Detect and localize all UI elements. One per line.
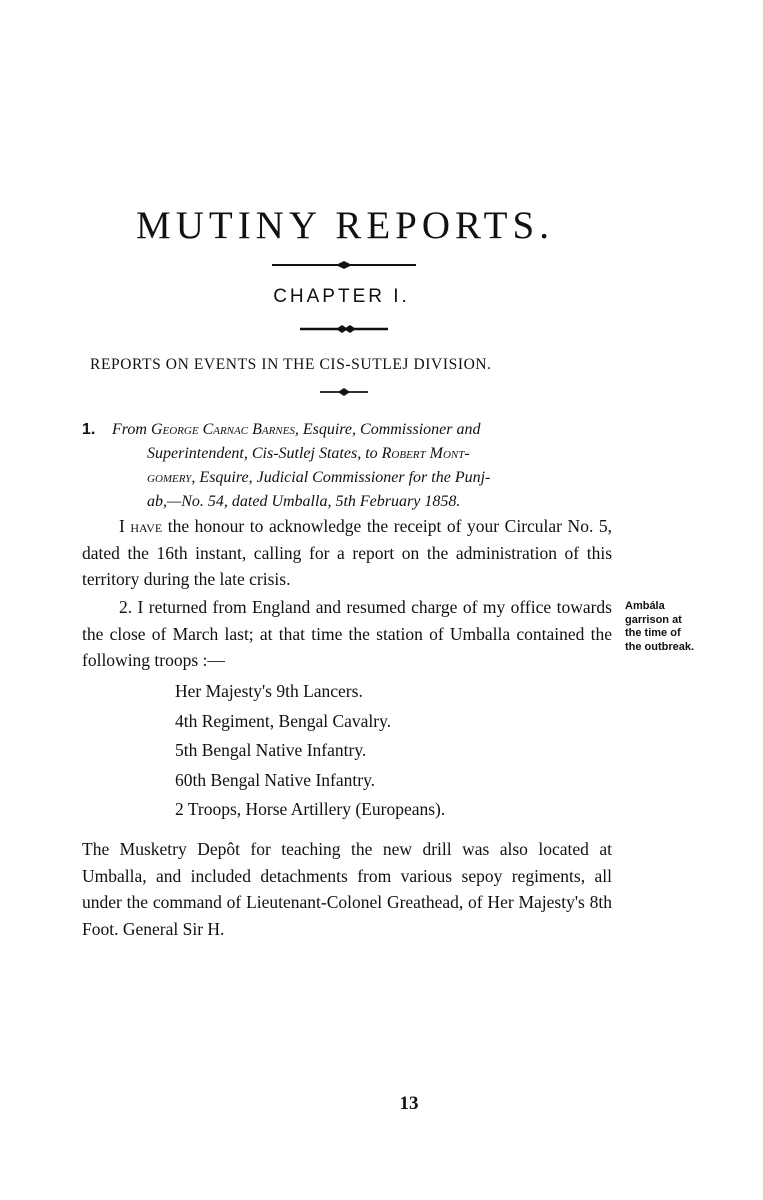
section-heading: REPORTS ON EVENTS IN THE CIS-SUTLEJ DIVISION. [90, 356, 492, 373]
letter-line1-text: From [112, 421, 151, 438]
section-ornament-rule [318, 386, 370, 398]
margin-note-line: the outbreak. [625, 640, 695, 653]
margin-note-line: the time of [625, 627, 681, 639]
letter-line3: gomery, Esquire, Judicial Commissioner for the Punj- [147, 469, 491, 486]
page-number: 13 [399, 1093, 419, 1114]
paragraph-3: The Musketry Depôt for teaching the new drill was also located at Umballa, and included detachments from various sepoy regiments, all under the command of Lieutenant-Colonel Greathead, of Her Majesty's 8th Foot. General Sir H. [82, 839, 612, 939]
chapter-ornament-rule [298, 322, 390, 336]
letter-author: George Carnac Barnes, [150, 421, 299, 438]
letter-line1-end: Esquire, Commissioner and [298, 421, 481, 438]
page-title: MUTINY REPORTS. [136, 204, 554, 247]
list-item: 4th Regiment, Bengal Cavalry. [175, 710, 392, 731]
margin-note-line: Ambála [625, 600, 665, 612]
list-item: 5th Bengal Native Infantry. [175, 740, 367, 760]
troops-list [175, 677, 595, 825]
letter-heading [82, 418, 617, 514]
chapter-heading: CHAPTER I. [273, 286, 410, 307]
letter-line2: Superintendent, Cis-Sutlej States, to Robert Mont- [147, 445, 470, 462]
paragraph-2: 2. I returned from England and resumed charge of my office towards the close of March last; at that time the station of Umballa contained the following troops :— [82, 597, 612, 670]
title-ornament-rule [270, 258, 418, 272]
paragraph-1-text: the honour to acknowledge the receipt of your Circular No. 5, dated the 16th instant, calling for a report on the administration of this territory during the late crisis. [82, 516, 612, 589]
letter-number: 1. [82, 421, 96, 438]
margin-note-line: garrison at [625, 613, 682, 626]
margin-note [625, 600, 715, 654]
list-item: 2 Troops, Horse Artillery (Europeans). [175, 799, 446, 819]
letter-recipient: Robert Mont- [381, 445, 470, 462]
list-item: 60th Bengal Native Infantry. [175, 769, 376, 790]
list-item: Her Majesty's 9th Lancers. [175, 681, 363, 701]
paragraph-1 [82, 513, 612, 593]
paragraph-1-lead: I have [119, 516, 163, 536]
letter-line4: ab,—No. 54, dated Umballa, 5th February 1858. [147, 493, 461, 510]
